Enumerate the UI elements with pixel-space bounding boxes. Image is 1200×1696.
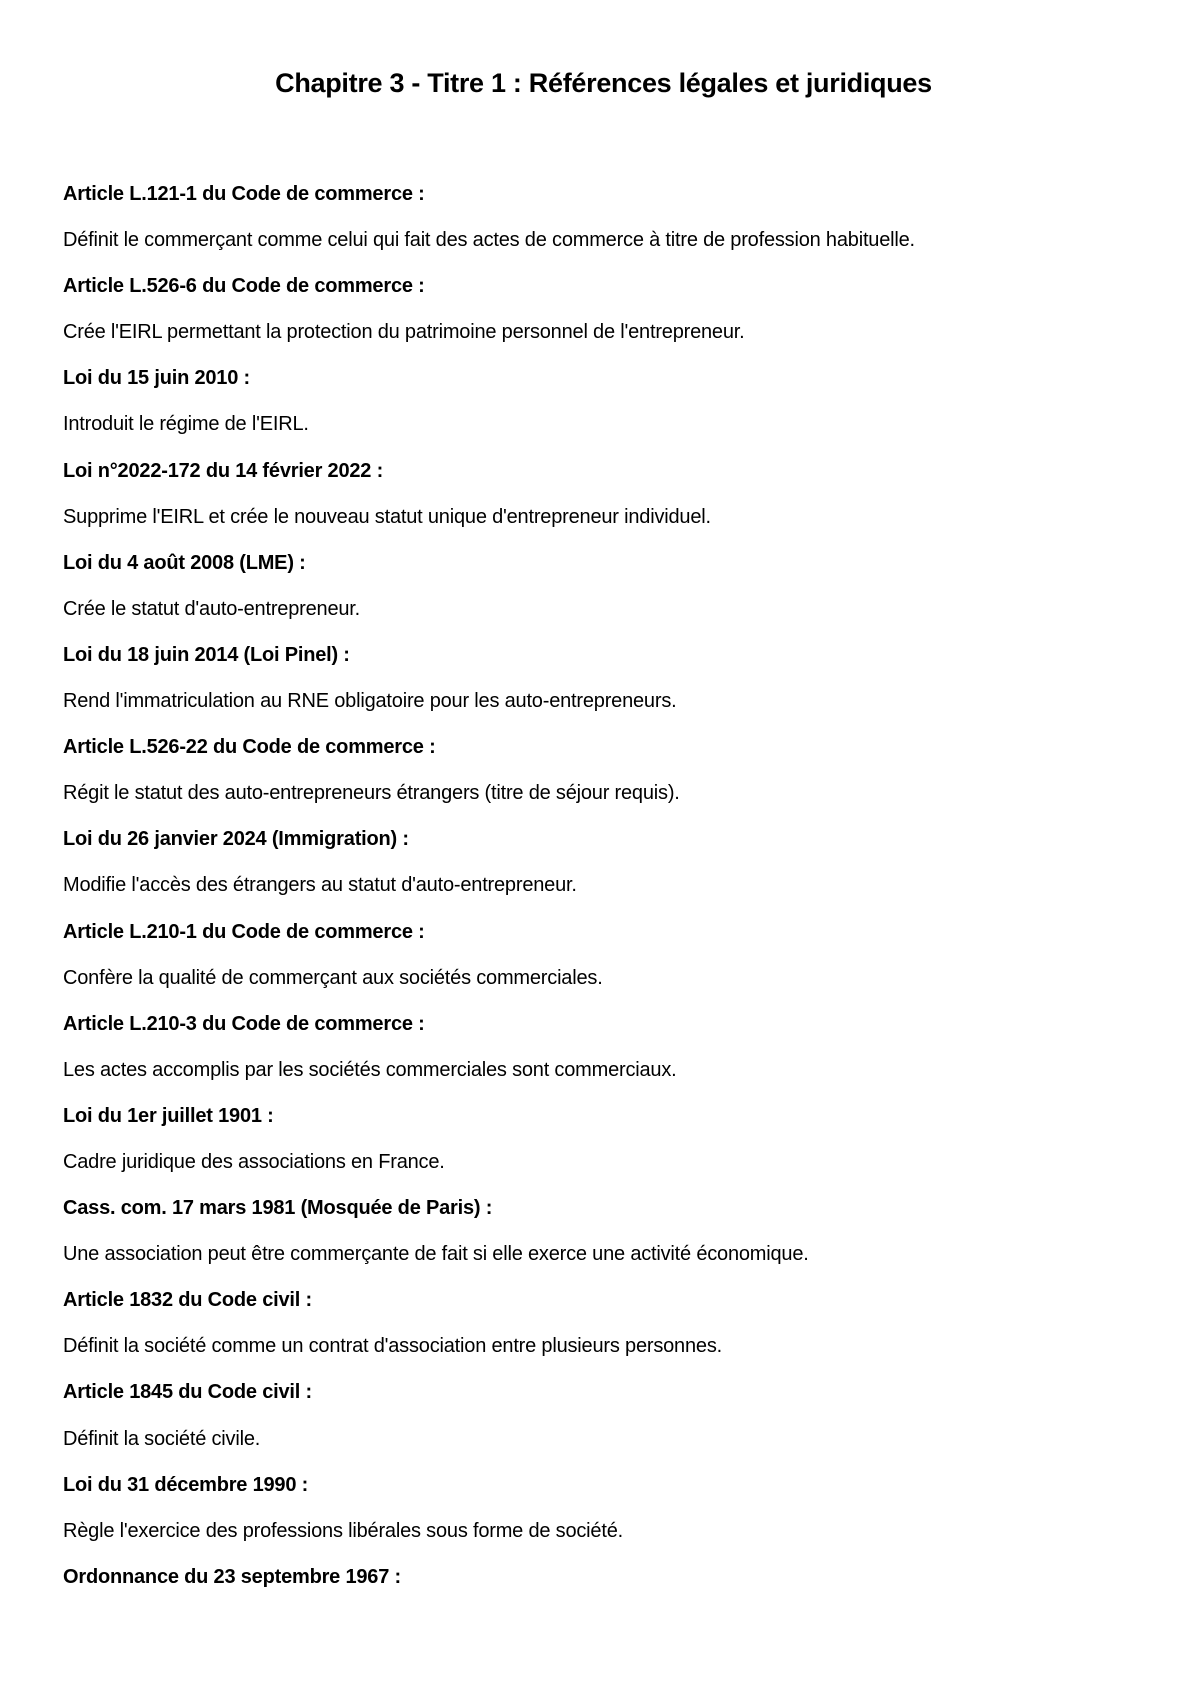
reference-description: Introduit le régime de l'EIRL. <box>63 413 309 436</box>
reference-heading: Loi du 31 décembre 1990 : <box>63 1473 309 1496</box>
page-title: Chapitre 3 - Titre 1 : Références légales et juridiques <box>275 68 932 98</box>
reference-description: Définit la société comme un contrat d'association entre plusieurs personnes. <box>63 1335 722 1358</box>
reference-description: Règle l'exercice des professions libérales sous forme de société. <box>63 1519 623 1542</box>
reference-description: Confère la qualité de commerçant aux sociétés commerciales. <box>63 966 603 989</box>
reference-description: Crée le statut d'auto-entrepreneur. <box>63 597 361 620</box>
reference-heading: Loi du 26 janvier 2024 (Immigration) : <box>63 828 409 851</box>
reference-heading: Loi du 15 juin 2010 : <box>63 367 250 390</box>
reference-description: Rend l'immatriculation au RNE obligatoire pour les auto-entrepreneurs. <box>63 690 677 713</box>
reference-description: Définit le commerçant comme celui qui fait des actes de commerce à titre de profession habituelle. <box>63 229 915 252</box>
reference-heading: Article 1832 du Code civil : <box>63 1289 312 1312</box>
reference-description: Les actes accomplis par les sociétés commerciales sont commerciaux. <box>63 1058 677 1081</box>
reference-heading: Article L.526-6 du Code de commerce : <box>63 275 425 298</box>
reference-description: Supprime l'EIRL et crée le nouveau statut unique d'entrepreneur individuel. <box>63 505 711 528</box>
reference-description: Définit la société civile. <box>63 1427 261 1450</box>
reference-description: Régit le statut des auto-entrepreneurs étrangers (titre de séjour requis). <box>63 782 680 805</box>
reference-heading: Article L.121-1 du Code de commerce : <box>63 183 425 205</box>
reference-heading: Article L.526-22 du Code de commerce : <box>63 736 436 759</box>
reference-description: Une association peut être commerçante de fait si elle exerce une activité économique. <box>63 1243 809 1266</box>
reference-heading: Loi n°2022-172 du 14 février 2022 : <box>63 459 384 482</box>
reference-heading: Article L.210-3 du Code de commerce : <box>63 1012 425 1035</box>
reference-heading: Loi du 1er juillet 1901 : <box>63 1104 274 1127</box>
reference-heading: Ordonnance du 23 septembre 1967 : <box>63 1565 401 1588</box>
reference-heading: Article L.210-1 du Code de commerce : <box>63 920 425 943</box>
reference-description: Crée l'EIRL permettant la protection du patrimoine personnel de l'entrepreneur. <box>63 321 745 344</box>
reference-heading: Article 1845 du Code civil : <box>63 1381 312 1404</box>
reference-heading: Cass. com. 17 mars 1981 (Mosquée de Paris) : <box>63 1197 493 1220</box>
reference-description: Cadre juridique des associations en France. <box>63 1150 445 1173</box>
reference-heading: Loi du 18 juin 2014 (Loi Pinel) : <box>63 643 350 666</box>
reference-description: Modifie l'accès des étrangers au statut d'auto-entrepreneur. <box>63 874 577 897</box>
references-list <box>63 180 1163 1609</box>
reference-heading: Loi du 4 août 2008 (LME) : <box>63 551 306 574</box>
